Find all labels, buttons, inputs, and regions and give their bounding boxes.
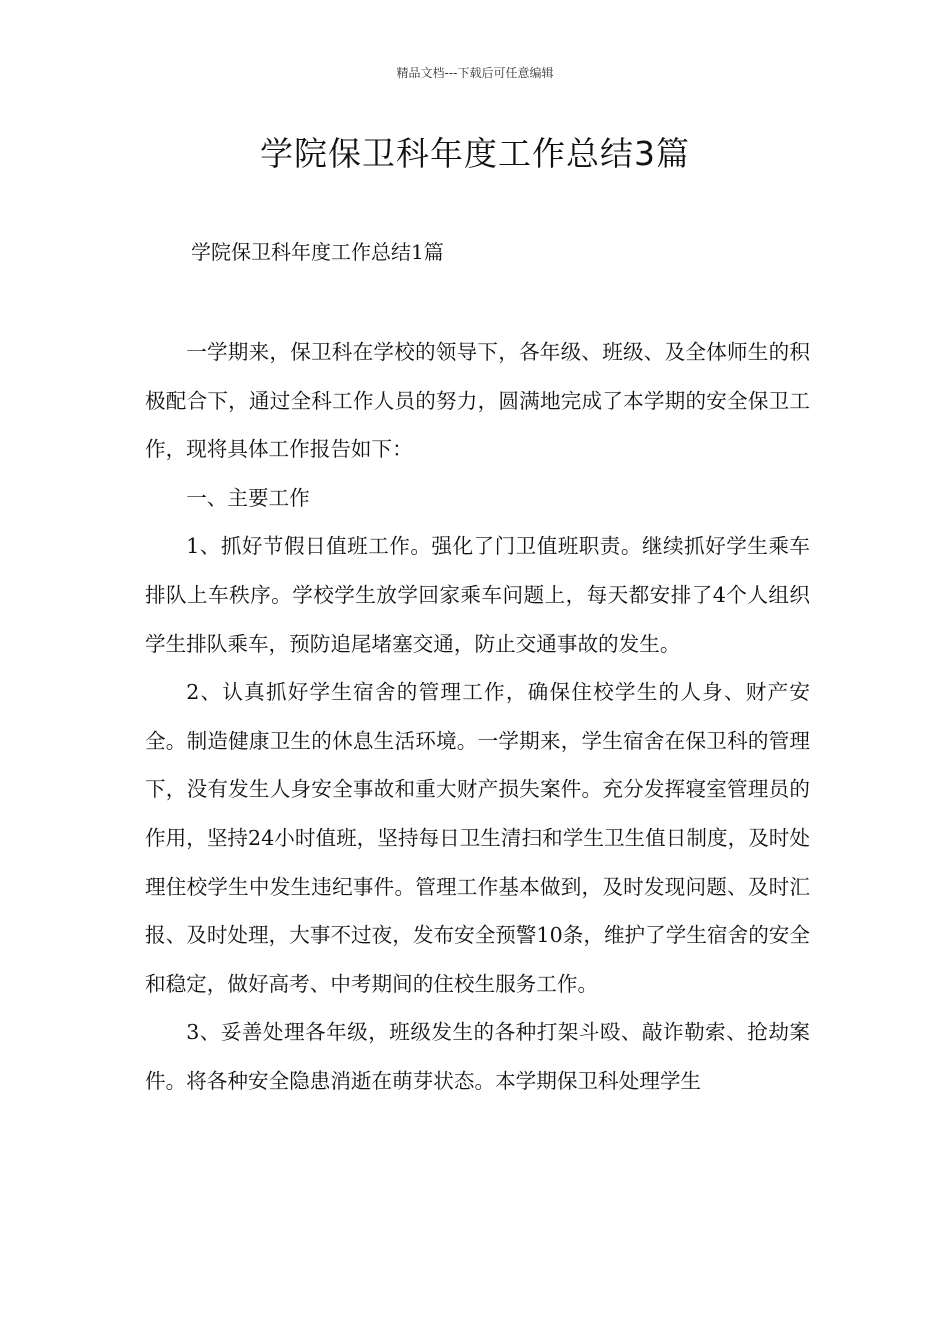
document-body (145, 328, 810, 1106)
paragraph-item-1: 1、抓好节假日值班工作。强化了门卫值班职责。继续抓好学生乘车排队上车秩序。学校学生放学回家乘车问题上，每天都安排了4个人组织学生排队乘车，预防追尾堵塞交通，防止交通事故的发生。 (145, 534, 810, 656)
paragraph-intro: 一学期来，保卫科在学校的领导下，各年级、班级、及全体师生的积极配合下，通过全科工作人员的努力，圆满地完成了本学期的安全保卫工作，现将具体工作报告如下： (145, 340, 810, 462)
paragraph-item-3: 3、妥善处理各年级，班级发生的各种打架斗殴、敲诈勒索、抢劫案件。将各种安全隐患消逝在萌芽状态。本学期保卫科处理学生 (145, 1020, 810, 1093)
paragraph-heading-main-work: 一、主要工作 (186, 485, 310, 510)
section-subtitle: 学院保卫科年度工作总结1篇 (191, 240, 444, 264)
header-note: 精品文档---下载后可任意编辑 (396, 66, 554, 80)
document-title: 学院保卫科年度工作总结3篇 (260, 134, 690, 173)
paragraph-item-2: 2、认真抓好学生宿舍的管理工作，确保住校学生的人身、财产安全。制造健康卫生的休息生活环境。一学期来，学生宿舍在保卫科的管理下，没有发生人身安全事故和重大财产损失案件。充分发挥寝室管理员的作用，坚持24小时值班，坚持每日卫生清扫和学生卫生值日制度，及时处理住校学生中发生违纪事件。管理工作基本做到，及时发现问题、及时汇报、及时处理，大事不过夜，发布安全预警10条，维护了学生宿舍的安全和稳定，做好高考、中考期间的住校生服务工作。 (145, 680, 810, 996)
